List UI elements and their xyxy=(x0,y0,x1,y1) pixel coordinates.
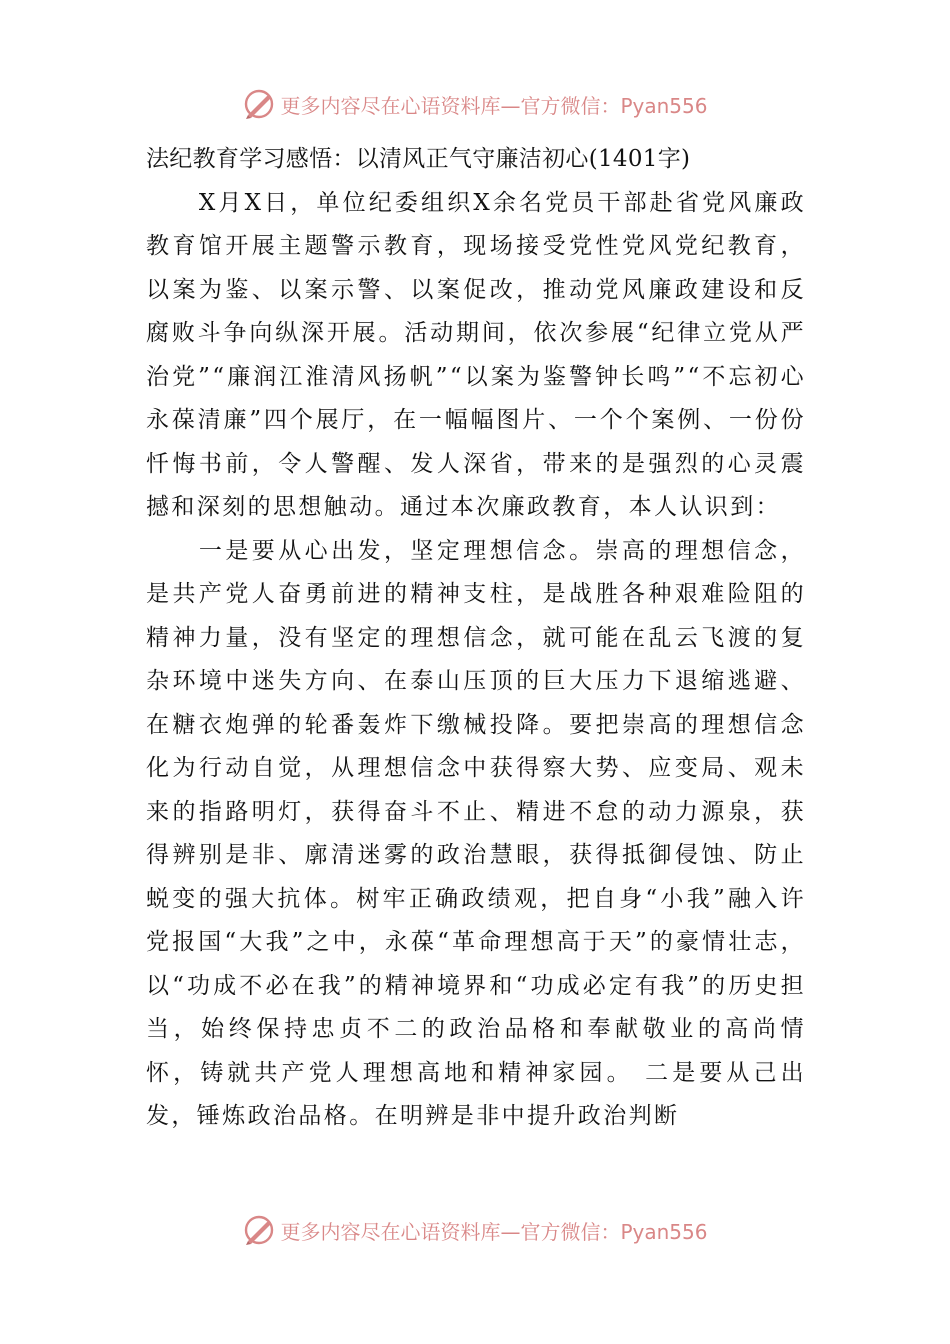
header-banner xyxy=(0,82,950,126)
pen-logo-icon xyxy=(242,1213,276,1247)
document-title: 法纪教育学习感悟：以清风正气守廉洁初心(1401字) xyxy=(146,146,691,172)
banner-text: 更多内容尽在心语资料库—官方微信：Pyan556 xyxy=(280,93,708,118)
footer-banner xyxy=(0,1208,950,1252)
document-body xyxy=(146,138,806,1139)
banner-text: 更多内容尽在心语资料库—官方微信：Pyan556 xyxy=(280,1219,708,1244)
pen-logo-icon xyxy=(242,87,276,121)
paragraph: X月X日，单位纪委组织X余名党员干部赴省党风廉政教育馆开展主题警示教育，现场接受党性党风党纪教育，以案为鉴、以案示警、以案促改，推动党风廉政建设和反腐败斗争向纵深开展。活动期间，依次参展“纪律立党从严治党”“廉润江淮清风扬帆”“以案为鉴警钟长鸣”“不忘初心永葆清廉”四个展厅，在一幅幅图片、一个个案例、一份份忏悔书前，令人警醒、发人深省，带来的是强烈的心灵震撼和深刻的思想触动。通过本次廉政教育，本人认识到： xyxy=(146,189,806,520)
paragraph: 一是要从心出发，坚定理想信念。崇高的理想信念，是共产党人奋勇前进的精神支柱，是战胜各种艰难险阻的精神力量，没有坚定的理想信念，就可能在乱云飞渡的复杂环境中迷失方向、在泰山压顶的巨大压力下退缩逃避、在糖衣炮弹的轮番轰炸下缴械投降。要把崇高的理想信念化为行动自觉，从理想信念中获得察大势、应变局、观未来的指路明灯，获得奋斗不止、精进不怠的动力源泉，获得辨别是非、廓清迷雾的政治慧眼，获得抵御侵蚀、防止蜕变的强大抗体。树牢正确政绩观，把自身“小我”融入许党报国“大我”之中，永葆“革命理想高于天”的豪情壮志，以“功成不必在我”的精神境界和“功成必定有我”的历史担当，始终保持忠贞不二的政治品格和奉献敬业的高尚情怀，铸就共产党人理想高地和精神家园。 二是要从己出发，锤炼政治品格。在明辨是非中提升政治判断 xyxy=(146,537,806,1129)
